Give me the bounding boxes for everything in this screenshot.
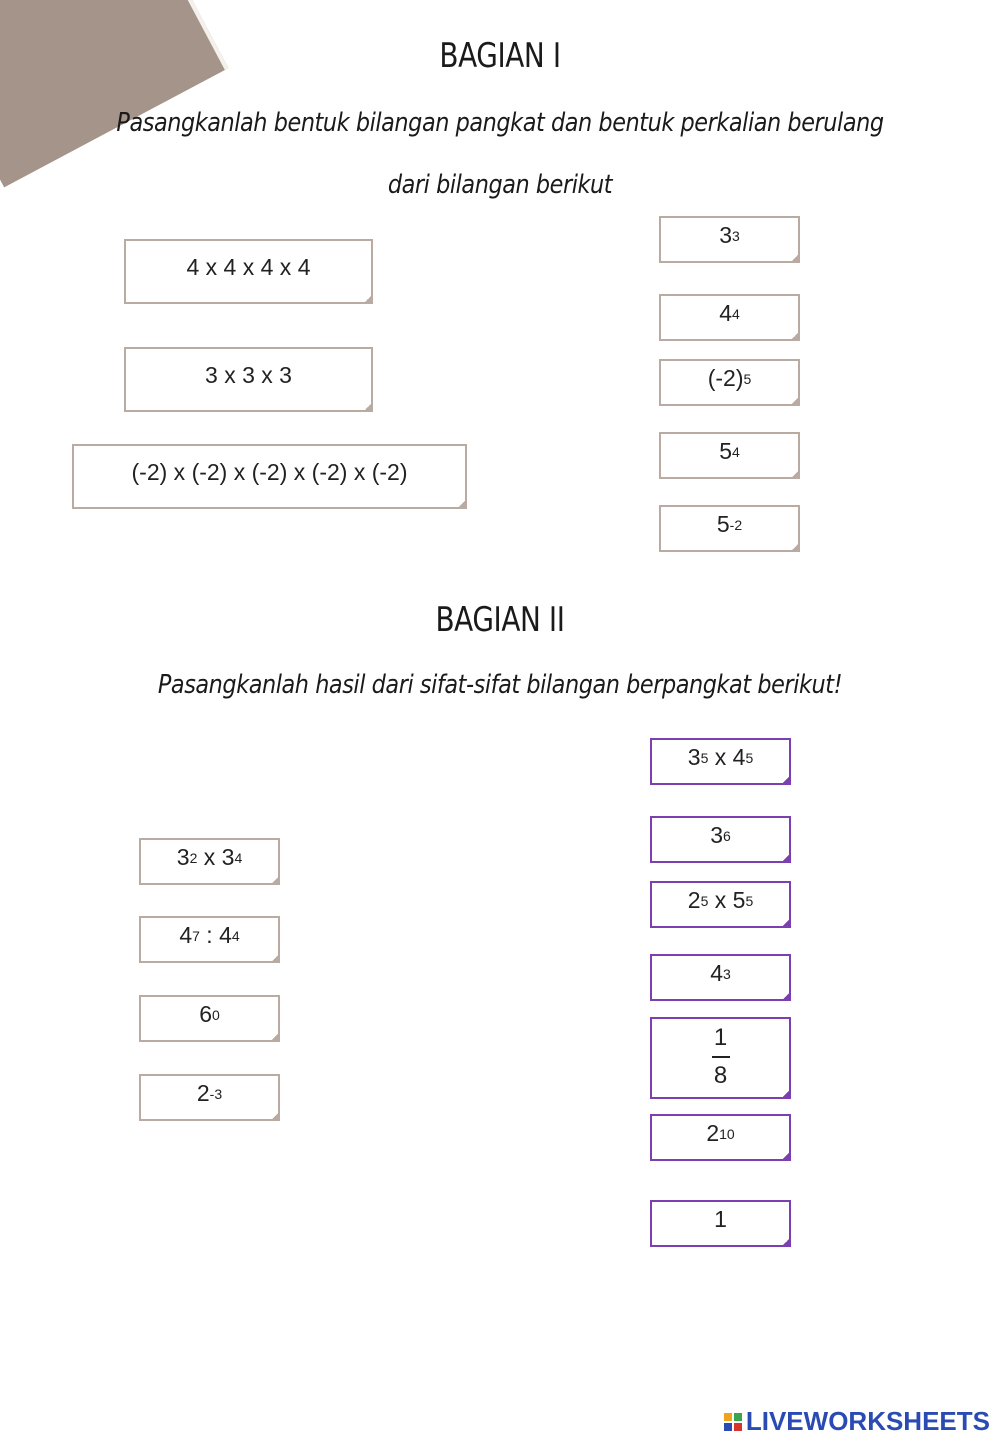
part1-heading: BAGIAN I xyxy=(439,36,561,76)
liveworksheets-logo[interactable] xyxy=(724,1406,990,1437)
answer-card[interactable]: (-2) 5 xyxy=(659,359,800,406)
fraction xyxy=(712,1026,730,1088)
base: 4 xyxy=(179,922,193,948)
answer-card[interactable]: 4 3 xyxy=(650,954,791,1001)
base: 2 xyxy=(687,887,701,913)
operator: x xyxy=(708,887,733,913)
answer-card[interactable]: 3 6 xyxy=(650,816,791,863)
base: 5 xyxy=(732,887,746,913)
base: 3 xyxy=(221,844,235,870)
part1-instruction-line1: Pasangkanlah bentuk bilangan pangkat dan bentuk perkalian berulang xyxy=(116,108,884,138)
part1-instruction-line2: dari bilangan berikut xyxy=(387,170,613,200)
base: 4 xyxy=(732,744,746,770)
fraction-bar xyxy=(712,1056,730,1058)
question-card[interactable] xyxy=(124,347,373,412)
logo-text: LIVEWORKSHEETS xyxy=(745,1406,990,1436)
base: 4 xyxy=(719,300,732,326)
base: 6 xyxy=(199,1001,212,1027)
base: (-2) xyxy=(707,365,744,391)
answer-card[interactable] xyxy=(650,1017,791,1099)
operator: x xyxy=(708,744,733,770)
question-card[interactable] xyxy=(72,444,467,509)
torn-paper-decoration xyxy=(0,0,228,187)
base: 5 xyxy=(716,511,730,537)
card-text: 3 x 3 x 3 xyxy=(205,362,292,388)
answer-card[interactable] xyxy=(650,1200,791,1247)
answer-card[interactable]: 4 4 xyxy=(659,294,800,341)
question-card[interactable]: 4 7 : 4 4 xyxy=(139,916,280,963)
question-card[interactable]: 6 0 xyxy=(139,995,280,1042)
part2-heading: BAGIAN II xyxy=(435,600,565,640)
base: 5 xyxy=(719,438,732,464)
numerator: 1 xyxy=(713,1024,728,1051)
base: 4 xyxy=(710,960,723,986)
question-card[interactable] xyxy=(124,239,373,304)
base: 3 xyxy=(710,822,723,848)
denominator: 8 xyxy=(713,1062,728,1089)
card-text: 4 x 4 x 4 x 4 xyxy=(186,254,311,280)
base: 4 xyxy=(219,922,232,948)
answer-card[interactable]: 3 3 xyxy=(659,216,800,263)
part2-instruction: Pasangkanlah hasil dari sifat-sifat bilangan berpangkat berikut! xyxy=(157,670,843,700)
operator: x xyxy=(197,844,222,870)
operator: : xyxy=(199,922,220,948)
answer-card[interactable]: 2 5 x 5 5 xyxy=(650,881,791,928)
answer-card[interactable]: 3 5 x 4 5 xyxy=(650,738,791,785)
answer-card[interactable]: 2 10 xyxy=(650,1114,791,1161)
question-card[interactable]: 3 2 x 3 4 xyxy=(139,838,280,885)
answer-card[interactable]: 5 -2 xyxy=(659,505,800,552)
card-text: (-2) x (-2) x (-2) x (-2) x (-2) xyxy=(131,459,408,485)
logo-icon xyxy=(724,1413,742,1431)
base: 3 xyxy=(687,744,701,770)
base: 3 xyxy=(719,222,732,248)
base: 2 xyxy=(706,1120,720,1146)
base: 2 xyxy=(196,1080,210,1106)
base: 1 xyxy=(714,1206,727,1232)
base: 3 xyxy=(176,844,190,870)
question-card[interactable]: 2 -3 xyxy=(139,1074,280,1121)
answer-card[interactable]: 5 4 xyxy=(659,432,800,479)
